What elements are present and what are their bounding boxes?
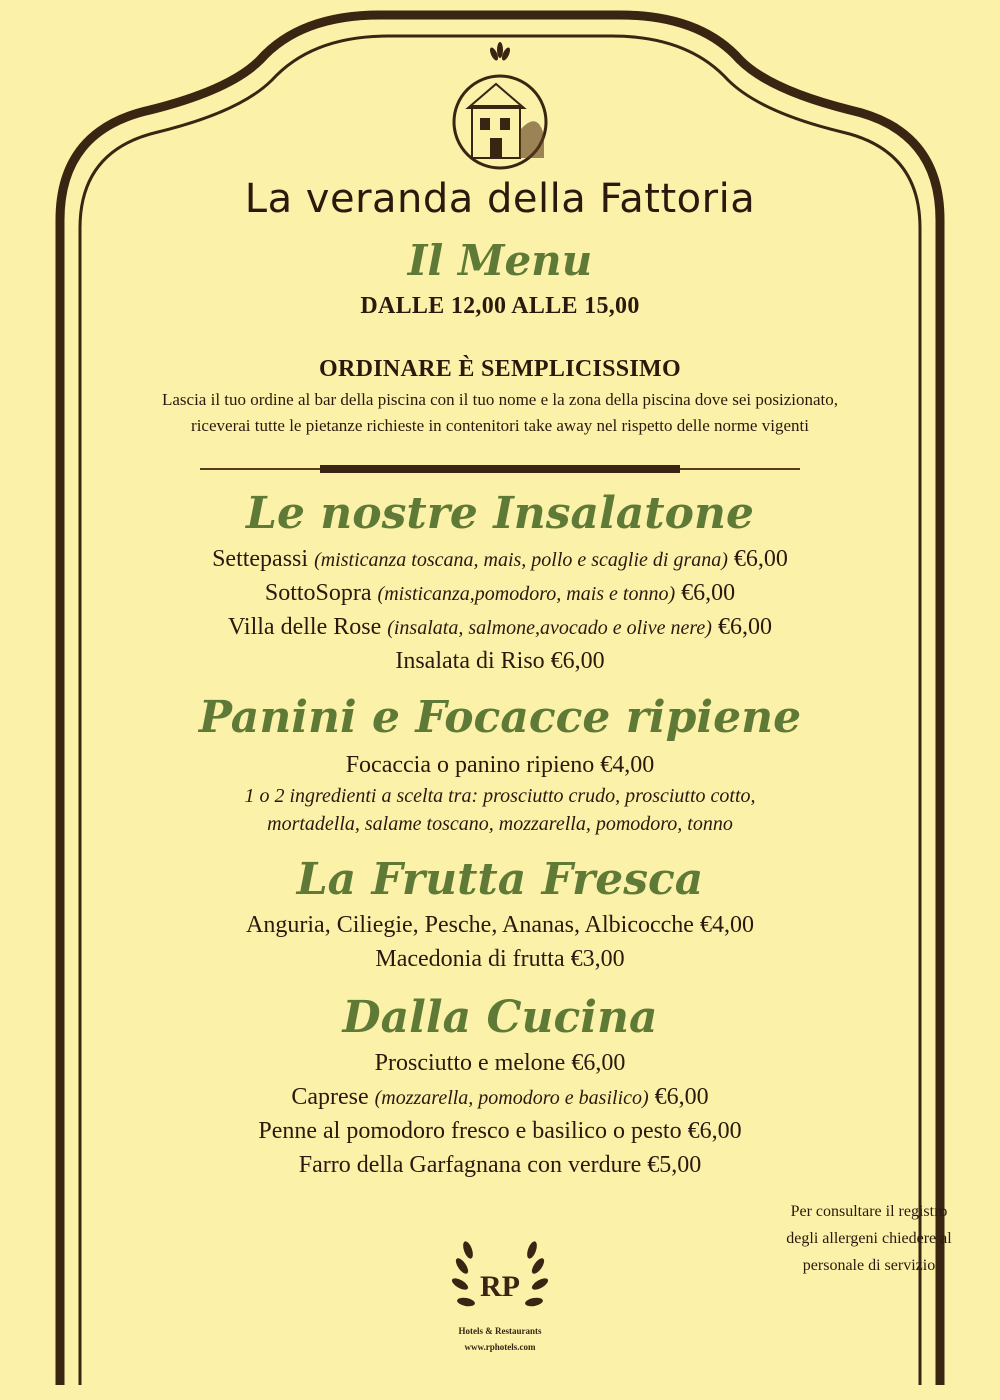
rp-hotels-logo bbox=[440, 1230, 560, 1360]
menu-item bbox=[0, 542, 1000, 577]
allergen-note bbox=[764, 1198, 974, 1279]
item-price: €5,00 bbox=[647, 1152, 702, 1178]
item-name: Farro della Garfagnana con verdure bbox=[298, 1152, 642, 1178]
menu-item bbox=[0, 1148, 1000, 1182]
section-title-cucina: Dalla Cucina bbox=[342, 992, 658, 1043]
ordering-text-line-1: Lascia il tuo ordine al bar della piscina con il tuo nome e la zona della piscina dove sei posizionato, bbox=[161, 390, 838, 409]
restaurant-name: La veranda della Fattoria bbox=[244, 176, 756, 222]
panini-note-line-2: mortadella, salame toscano, mozzarella, pomodoro, tonno bbox=[267, 813, 733, 835]
logo-url: www.rphotels.com bbox=[464, 1342, 536, 1352]
item-price: €6,00 bbox=[550, 648, 605, 674]
item-name: Villa delle Rose bbox=[228, 614, 382, 640]
item-price: €6,00 bbox=[717, 614, 772, 640]
item-name: Caprese bbox=[291, 1084, 369, 1110]
item-price: €6,00 bbox=[681, 580, 736, 606]
logo-subtitle: Hotels & Restaurants bbox=[458, 1326, 542, 1336]
menu-item bbox=[0, 1046, 1000, 1080]
item-name: Macedonia di frutta bbox=[375, 946, 565, 972]
item-price: €4,00 bbox=[600, 752, 655, 778]
item-name: Anguria, Ciliegie, Pesche, Ananas, Albicocche bbox=[246, 912, 694, 938]
item-price: €6,00 bbox=[733, 546, 788, 572]
item-price: €4,00 bbox=[699, 912, 754, 938]
item-name: Settepassi bbox=[212, 546, 309, 572]
menu-item bbox=[0, 610, 1000, 645]
wheat-icon bbox=[488, 42, 511, 62]
item-price: €6,00 bbox=[687, 1118, 742, 1144]
service-hours: DALLE 12,00 ALLE 15,00 bbox=[360, 293, 640, 319]
item-name: Prosciutto e melone bbox=[374, 1050, 566, 1076]
item-name: Penne al pomodoro fresco e basilico o pesto bbox=[258, 1118, 682, 1144]
allergen-note-line-3: personale di servizio bbox=[802, 1257, 936, 1274]
menu-item bbox=[0, 1080, 1000, 1115]
item-name: Focaccia o panino ripieno bbox=[345, 752, 595, 778]
allergen-note-line-1: Per consultare il registro bbox=[790, 1203, 948, 1220]
item-price: €3,00 bbox=[570, 946, 625, 972]
section-title-panini: Panini e Focacce ripiene bbox=[198, 692, 802, 743]
item-name: Insalata di Riso bbox=[395, 648, 545, 674]
section-title-frutta: La Frutta Fresca bbox=[296, 854, 704, 905]
menu-item bbox=[0, 576, 1000, 611]
menu-item bbox=[0, 644, 1000, 678]
item-description: (mozzarella, pomodoro e basilico) bbox=[374, 1087, 649, 1109]
item-description: (insalata, salmone,avocado e olive nere) bbox=[387, 617, 712, 639]
ordering-heading: ORDINARE È SEMPLICISSIMO bbox=[319, 356, 681, 382]
menu-item bbox=[0, 748, 1000, 782]
menu-item bbox=[0, 1114, 1000, 1148]
menu-item bbox=[0, 942, 1000, 976]
menu-item bbox=[0, 908, 1000, 942]
panini-note-line-1: 1 o 2 ingredienti a scelta tra: prosciutto crudo, prosciutto cotto, bbox=[244, 785, 756, 807]
item-price: €6,00 bbox=[571, 1050, 626, 1076]
item-description: (misticanza,pomodoro, mais e tonno) bbox=[377, 583, 676, 605]
section-title-insalatone: Le nostre Insalatone bbox=[246, 488, 754, 539]
logo-letters: RP bbox=[480, 1270, 520, 1303]
allergen-note-line-2: degli allergeni chiedere al bbox=[786, 1230, 952, 1247]
menu-title: Il Menu bbox=[407, 236, 593, 285]
item-description: (misticanza toscana, mais, pollo e scaglie di grana) bbox=[314, 549, 728, 571]
ordering-text-line-2: riceverai tutte le pietanze richieste in contenitori take away nel rispetto delle norme vigenti bbox=[191, 416, 809, 435]
item-price: €6,00 bbox=[654, 1084, 709, 1110]
item-name: SottoSopra bbox=[264, 580, 372, 606]
farmhouse-emblem-icon bbox=[440, 40, 560, 170]
